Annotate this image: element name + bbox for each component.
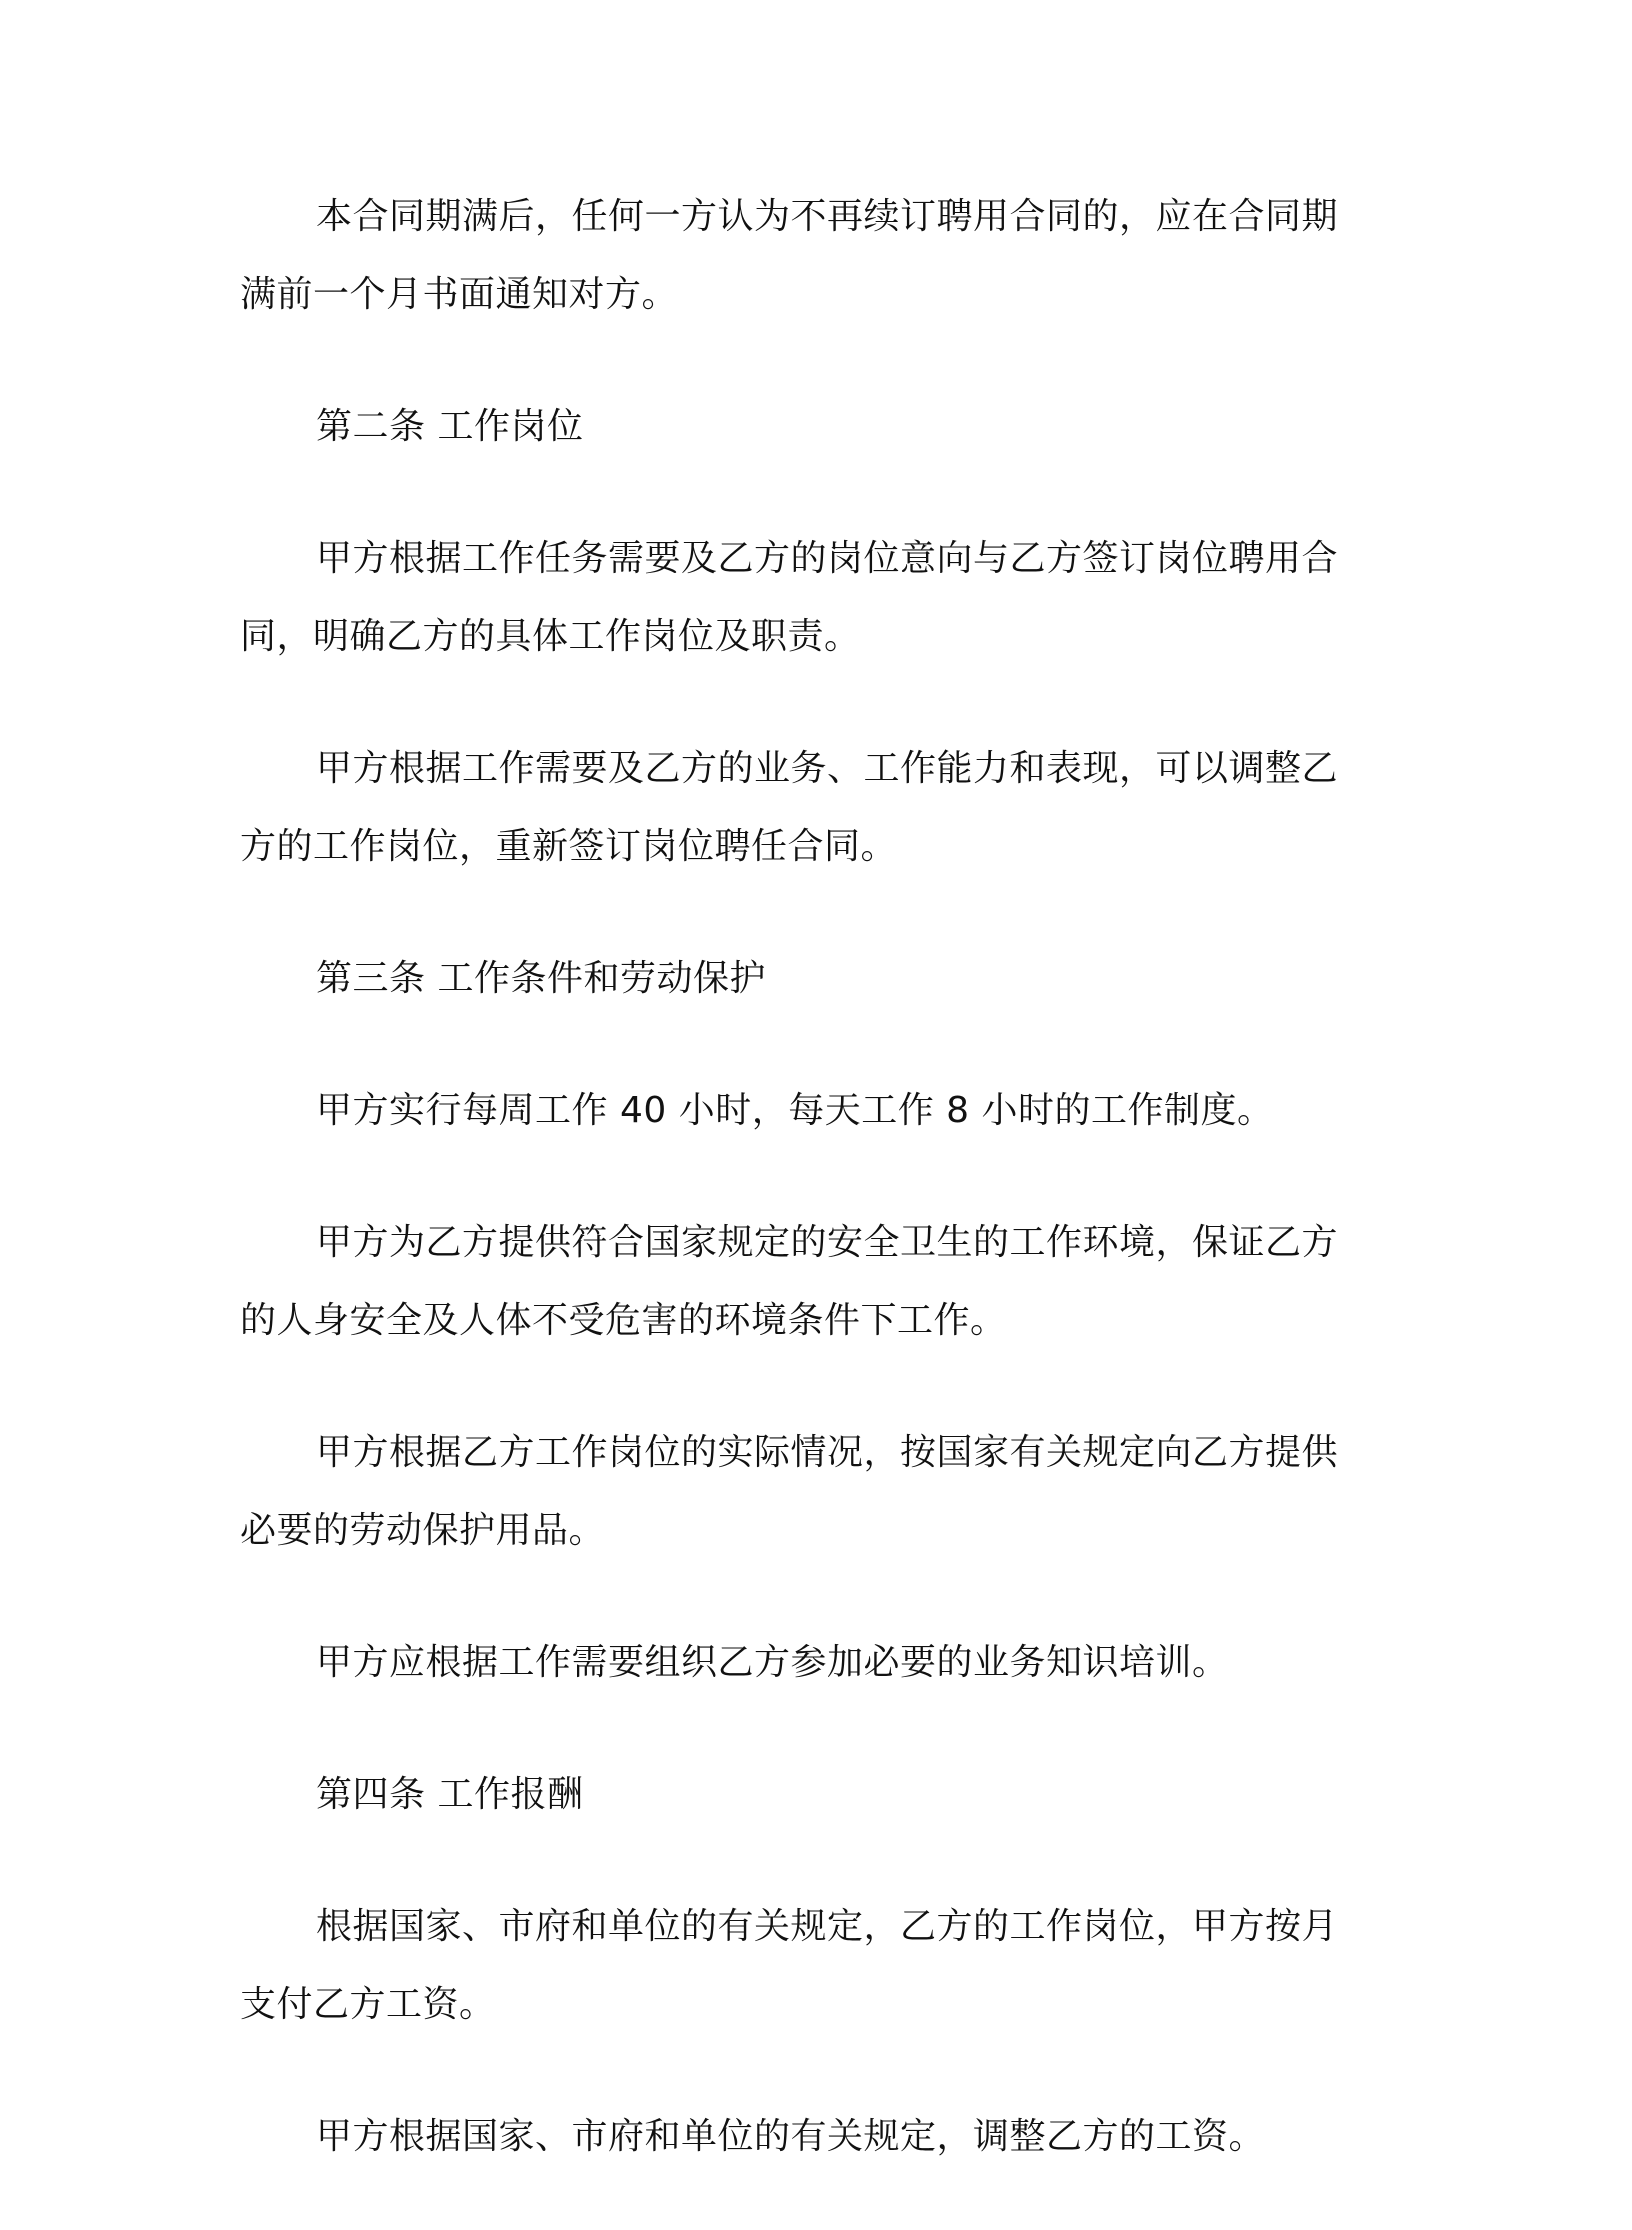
- paragraph-monthly-salary: 根据国家、市府和单位的有关规定，乙方的工作岗位，甲方按月支付乙方工资。: [240, 1906, 1339, 2025]
- paragraph-job-assignment: 甲方根据工作任务需要及乙方的岗位意向与乙方签订岗位聘用合同，明确乙方的具体工作岗位及职责。: [240, 538, 1339, 657]
- article-3-heading: 第三条 工作条件和劳动保护: [316, 958, 766, 999]
- paragraph-working-hours: 甲方实行每周工作 40 小时，每天工作 8 小时的工作制度。: [316, 1090, 1274, 1131]
- paragraph-contract-expiry: 本合同期满后，任何一方认为不再续订聘用合同的，应在合同期满前一个月书面通知对方。: [240, 196, 1339, 315]
- article-2-heading: 第二条 工作岗位: [316, 406, 584, 447]
- paragraph-job-adjustment: 甲方根据工作需要及乙方的业务、工作能力和表现，可以调整乙方的工作岗位，重新签订岗位聘任合同。: [240, 748, 1339, 867]
- paragraph-training: 甲方应根据工作需要组织乙方参加必要的业务知识培训。: [316, 1642, 1229, 1683]
- paragraph-safety-environment: 甲方为乙方提供符合国家规定的安全卫生的工作环境，保证乙方的人身安全及人体不受危害的环境条件下工作。: [240, 1222, 1339, 1341]
- document-body: [240, 178, 1370, 2230]
- article-4-heading: 第四条 工作报酬: [316, 1774, 584, 1815]
- paragraph-salary-adjustment: 甲方根据国家、市府和单位的有关规定，调整乙方的工资。: [316, 2116, 1266, 2157]
- paragraph-protective-equipment: 甲方根据乙方工作岗位的实际情况，按国家有关规定向乙方提供必要的劳动保护用品。: [240, 1432, 1339, 1551]
